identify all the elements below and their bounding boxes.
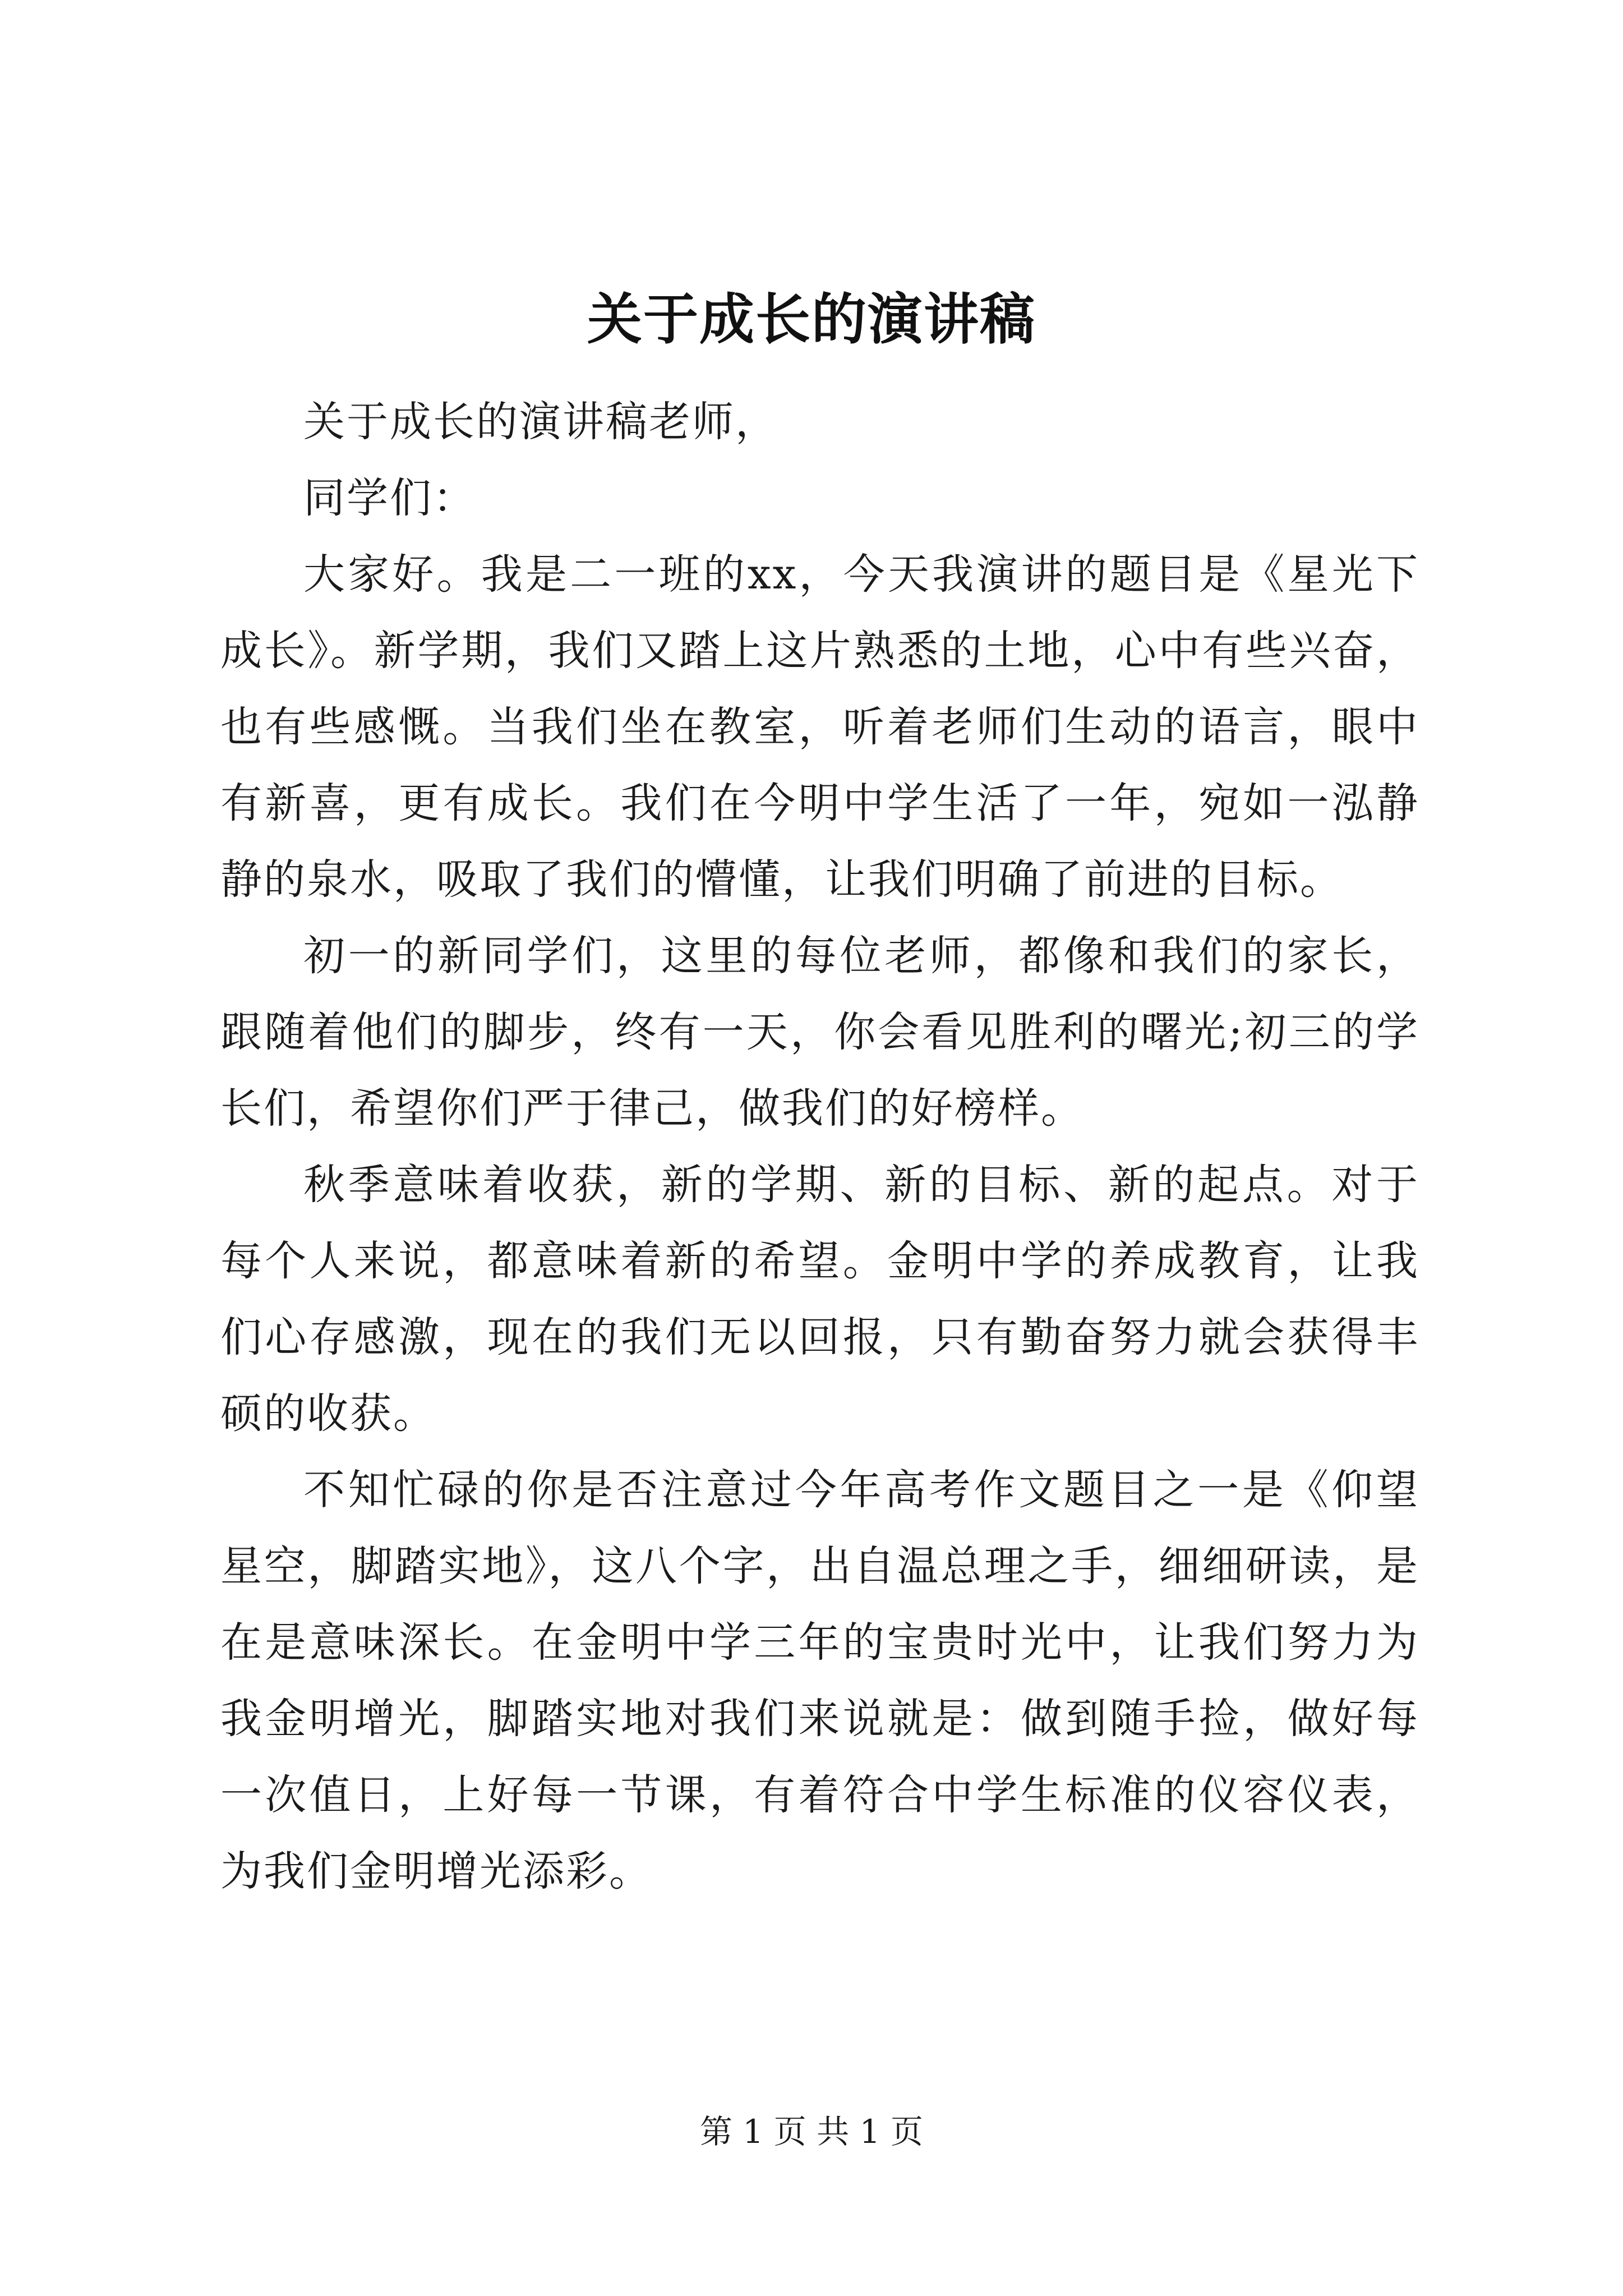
paragraph-classmates: 初一的新同学们，这里的每位老师，都像和我们的家长，跟随着他们的脚步，终有一天，你会看见胜利的曙光;初三的学长们，希望你们严于律己，做我们的好榜样。 bbox=[220, 932, 1419, 1133]
paragraph-greeting: 同学们： bbox=[303, 474, 476, 522]
document-body bbox=[220, 384, 1419, 1910]
page-footer: 第 1 页 共 1 页 bbox=[700, 2113, 923, 2151]
paragraph-autumn: 秋季意味着收获，新的学期、新的目标、新的起点。对于每个人来说，都意味着新的希望。金明中学的养成教育，让我们心存感激，现在的我们无以回报，只有勤奋努力就会获得丰硕的收获。 bbox=[220, 1161, 1419, 1438]
paragraph-introduction: 大家好。我是二一班的xx，今天我演讲的题目是《星光下成长》。新学期，我们又踏上这片熟悉的土地，心中有些兴奋，也有些感慨。当我们坐在教室，听着老师们生动的语言，眼中有新喜，更有成长。我们在今明中学生活了一年，宛如一泓静静的泉水，吸取了我们的懵懂，让我们明确了前进的目标。 bbox=[220, 550, 1419, 904]
paragraph-salutation: 关于成长的演讲稿老师， bbox=[303, 398, 778, 446]
paragraph-conclusion: 不知忙碌的你是否注意过今年高考作文题目之一是《仰望星空，脚踏实地》，这八个字，出自温总理之手，细细研读，是在是意味深长。在金明中学三年的宝贵时光中，让我们努力为我金明增光，脚踏实地对我们来说就是：做到随手捡，做好每一次值日，上好每一节课，有着符合中学生标准的仪容仪表，为我们金明增光添彩。 bbox=[220, 1466, 1419, 1895]
document-title: 关于成长的演讲稿 bbox=[587, 287, 1036, 352]
